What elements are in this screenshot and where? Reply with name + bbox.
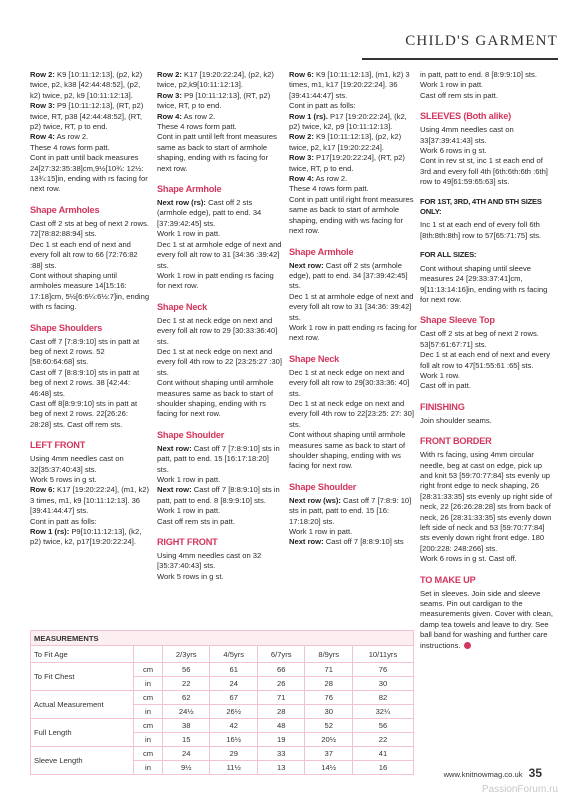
section-heading: Shape Armholes (30, 204, 100, 215)
instruction-text: Cont without shaping until sleeve measures 24 [29:33:37:41]cm, 9[11:13:14:16]in, ending with rs facing for next row. (420, 263, 548, 304)
section-header: CHILD'S GARMENT (405, 33, 558, 49)
instruction-text: K17 [19:20:22:24], (p2, k2) twice, p2,k9[10:11:12:13]. (157, 70, 274, 90)
pattern-paragraph (420, 381, 554, 391)
instruction-text: Cont in patt until right front measures same as back to start of armhole shaping, ending with ws facing for next row. (289, 194, 414, 236)
row-label: Row 4: (157, 111, 182, 121)
table-cell: 14½ (305, 761, 352, 775)
instruction-text: Cast off 2 sts (armhole edge), patt to end. 34 [37:39:42:45] sts. (157, 198, 262, 228)
pattern-paragraph (157, 517, 282, 527)
pattern-paragraph (157, 572, 282, 582)
table-cell: 15 (163, 733, 210, 747)
table-cell: 24 (163, 747, 210, 761)
pattern-paragraph (157, 316, 282, 347)
instruction-text: Cont without shaping until armhole measures same as back to start of shoulder shaping, ending with ws facing for next row. (289, 430, 406, 471)
pattern-paragraph (420, 156, 554, 187)
table-row (31, 719, 414, 733)
pattern-paragraph (289, 537, 419, 547)
pattern-paragraph (157, 112, 282, 122)
section-heading: RIGHT FRONT (157, 537, 218, 548)
instruction-text: Cast off 7 [7:8:9: 10] sts in patt, patt to end. 15 [16: 17:18:20] sts. (289, 495, 412, 526)
table-cell: 71 (257, 691, 304, 705)
pattern-paragraph (289, 70, 419, 101)
table-cell: 16½ (210, 733, 257, 747)
row-label: Row 1 (rs). (289, 111, 328, 121)
table-cell: 41 (352, 747, 413, 761)
pattern-paragraph (289, 399, 419, 430)
section-heading: Shape Armhole (289, 246, 354, 257)
column-2 (157, 70, 282, 582)
pattern-paragraph (289, 174, 419, 184)
section-heading: Shape Sleeve Top (420, 315, 495, 326)
instruction-text: Work 6 rows in g st. Cast off. (420, 554, 517, 564)
pattern-paragraph (157, 347, 282, 378)
size-col: 8/9yrs (305, 646, 352, 663)
row-label: Next row (ws): (289, 495, 341, 505)
table-cell: 29 (210, 747, 257, 761)
size-col: 4/5yrs (210, 646, 257, 663)
instruction-text: These 4 rows form patt. (157, 122, 237, 132)
pattern-paragraph (420, 450, 554, 554)
table-cell: 9½ (163, 761, 210, 775)
pattern-paragraph (289, 430, 419, 472)
table-cell: 28 (305, 677, 352, 691)
instruction-text: Work 1 row. (420, 370, 460, 380)
instruction-text: Cont without shaping until armholes measure 14[15:16: 17:18]cm, 5½[6:6¼:6½:7]in, ending with rs facing. (30, 270, 150, 312)
unit-cell: in (134, 733, 163, 747)
pattern-paragraph (289, 195, 419, 237)
instruction-text: Cast off in patt. (420, 381, 471, 391)
pattern-paragraph (420, 350, 554, 371)
table-cell: 61 (210, 663, 257, 677)
table-cell: 52 (305, 719, 352, 733)
table-cell: 24 (210, 677, 257, 691)
section-heading: FINISHING (420, 401, 465, 412)
instruction-text: As row 2. (313, 174, 348, 184)
table-cell: 56 (352, 719, 413, 733)
column-1 (30, 70, 150, 548)
instruction-text: P9 [10:11:12:13], (RT, p2) twice, RT, p38 [42:44:48:52], (RT, p2) twice, RT, p to end. (30, 101, 144, 132)
instruction-text: Cont in patt until back measures 24[27:32:35:38]cm,9½[10¾: 12½: 13¾:15]in, ending with rs facing for next row. (30, 153, 148, 194)
pattern-paragraph (30, 368, 150, 399)
row-label: Row 2: (157, 70, 182, 79)
instruction-text: As row 2. (54, 132, 89, 142)
section-heading: Shape Shoulder (157, 429, 225, 440)
table-cell: 66 (257, 663, 304, 677)
pattern-paragraph (289, 112, 419, 133)
instruction-text: Cont in rev st st, inc 1 st each end of 3rd and every foll 4th [6th:6th:6th :6th] row to 49[61:59:65:63] sts. (420, 156, 548, 187)
pattern-paragraph (30, 219, 150, 240)
pattern-paragraph (30, 153, 150, 195)
pattern-paragraph (157, 444, 282, 475)
unit-cell: in (134, 677, 163, 691)
section-heading: FRONT BORDER (420, 436, 492, 447)
table-cell: 13 (257, 761, 304, 775)
row-label: Row 4: (30, 132, 55, 142)
pattern-paragraph (289, 496, 419, 527)
pattern-paragraph (30, 454, 150, 475)
size-subheading: FOR 1ST, 3RD, 4TH AND 5TH SIZES ONLY: (420, 196, 542, 217)
instruction-text: As row 2. (181, 111, 216, 121)
instruction-text: Cont in patt as folls: (289, 101, 356, 111)
table-cell: 11½ (210, 761, 257, 775)
size-col: 6/7yrs (257, 646, 304, 663)
table-cell: 82 (352, 691, 413, 705)
section-heading: Shape Shoulders (30, 322, 103, 333)
instruction-text: Using 4mm needles cast on 32[35:37:40:43] sts. (30, 454, 124, 474)
instruction-text: Cont in patt until left front measures same as back to start of armhole shaping, ending with rs facing for next row. (157, 132, 277, 173)
pattern-paragraph (157, 198, 282, 229)
unit-cell: cm (134, 691, 163, 705)
unit-cell: cm (134, 719, 163, 733)
instruction-text: Work 1 row in patt ending rs facing for next row. (289, 322, 417, 343)
row-label: Row 3: (289, 153, 314, 163)
instruction-text: Dec 1 st at each end of next and every foll alt row to 47[51:55:61 :65] sts. (420, 350, 551, 370)
pattern-paragraph (157, 240, 282, 271)
table-cell: 76 (352, 663, 413, 677)
pattern-paragraph (30, 399, 150, 430)
pattern-paragraph (289, 261, 419, 292)
instruction-text: Using 4mm needles cast on 32 [35:37:40:43] sts. (157, 551, 262, 571)
instruction-text: Cast off 7 [8:8:9:10] sts in patt at beg of next 2 rows. 38 [42:44: 46:48] sts. (30, 367, 140, 398)
section-heading: Shape Armhole (157, 184, 222, 195)
instruction-text: Cont in patt as folls: (30, 516, 97, 526)
instruction-text: Dec 1 st at neck edge on next and every foll 4th row to 22 [23:25:27 :30] sts. (157, 346, 282, 377)
instruction-text: Work 1 row in patt ending rs facing for next row. (157, 270, 274, 291)
table-cell: 62 (163, 691, 210, 705)
pattern-paragraph (420, 416, 554, 426)
instruction-text: P9[10:11:12:13], (k2, p2) twice, k2, p17[19:20:22:24]. (30, 527, 142, 547)
pattern-paragraph (157, 91, 282, 112)
table-title: MEASUREMENTS (31, 631, 414, 646)
instruction-text: Dec 1 st at neck edge on next and every foll 4th row to 22[23:25: 27: 30] sts. (289, 398, 414, 429)
instruction-text: Cast off 8[8:9:9:10] sts in patt at beg of next 2 rows. 22[26:26: 28:28] sts. Cast off rem sts. (30, 398, 138, 429)
instruction-text: K9 [10:11:12:13], (p2, k2) twice, p2, k38 [42:44:48:52], (p2, k2) twice, p2, k9 [10:11:12:13]. (30, 70, 143, 100)
row-label: Next row: (289, 260, 324, 270)
table-cell: 33 (257, 747, 304, 761)
instruction-text: Dec 1 st at neck edge on next and every foll alt row to 29 [30:33:36:40] sts. (157, 315, 278, 346)
end-marker-icon (464, 642, 471, 649)
table-cell: 32¼ (352, 705, 413, 719)
row-label: Row 1 (rs): (30, 527, 70, 537)
table-cell: 76 (305, 691, 352, 705)
page-number: 35 (528, 766, 542, 780)
row-label: Next row: (289, 537, 324, 547)
instruction-text: Set in sleeves. Join side and sleeve seams. Pin out cardigan to the measurements given. Cover with clean, damp tea towels and leave to dry. See ball band for washing and further care instructions. (420, 588, 553, 650)
pattern-paragraph (157, 378, 282, 420)
row-label: Row 6: (289, 70, 314, 79)
pattern-paragraph (30, 240, 150, 271)
table-cell: 20½ (305, 733, 352, 747)
unit-cell: cm (134, 747, 163, 761)
measurement-label: Actual Measurement (31, 691, 134, 719)
instruction-text: Cast off rem sts in patt. (420, 90, 498, 100)
pattern-paragraph (30, 475, 150, 485)
pattern-paragraph (420, 589, 554, 651)
row-label: Row 4: (289, 174, 314, 184)
pattern-paragraph (289, 323, 419, 344)
watermark: PassionForum.ru (481, 784, 558, 795)
pattern-paragraph (420, 264, 554, 306)
section-heading: Shape Neck (289, 353, 340, 364)
pattern-paragraph (289, 368, 419, 399)
section-heading: LEFT FRONT (30, 440, 86, 451)
pattern-paragraph (420, 371, 554, 381)
instruction-text: Dec 1 st at armhole edge of next and every foll alt row to 31 [34:36 :39:42] sts. (157, 239, 282, 270)
instruction-text: Work 6 rows in g st. (420, 146, 487, 156)
pattern-paragraph (30, 143, 150, 153)
fit-age-label: To Fit Age (31, 646, 134, 663)
pattern-paragraph (157, 551, 282, 572)
pattern-paragraph (30, 70, 150, 101)
row-label: Row 6: (30, 485, 55, 495)
instruction-text: Cast off 7 [8:8:9:10] sts in patt, patt to end. 8 [8:9:9:10] sts. Work 1 row in patt. (157, 485, 280, 516)
instruction-text: With rs facing, using 4mm circular needle, beg at cast on edge, pick up and knit 53 [59:70:77:84] sts evenly up right front edge to neck shaping, 26 [28:31:33:35] sts evenly up right side of neck, 22 [26:26:28:28] sts from back of neck, 26 [28:31:33:35] sts evenly down left side of neck and 53 [59:70:77:84] sts evenly down right front edge. 180 [200:228: 248:266] sts. (420, 450, 553, 553)
instruction-text: P17 [19:20:22:24], (k2, p2) twice, k2, p9 [10:11:12:13]. (289, 111, 407, 132)
measurements-table (30, 630, 414, 775)
table-cell: 22 (352, 733, 413, 747)
instruction-text: Cont without shaping until armhole measures same as back to start of shoulder shaping, ending with rs facing for next row. (157, 378, 274, 419)
instruction-text: Work 1 row in patt. (157, 475, 221, 484)
size-col: 10/11yrs (352, 646, 413, 663)
table-cell: 37 (305, 747, 352, 761)
instruction-text: K9 [10:11:12:13], (m1, k2) 3 times, m1, k17 [19:20:22:24]. 36 [39:41:44:47] sts. (289, 70, 410, 100)
unit-cell: cm (134, 663, 163, 677)
table-cell: 30 (352, 677, 413, 691)
instruction-text: Cast off 2 sts at beg of next 2 rows. 53[57:61:67:71] sts. (420, 329, 539, 349)
instruction-text: Work 5 rows in g st. (30, 475, 97, 484)
table-cell: 38 (163, 719, 210, 733)
instruction-text: Work 1 row in patt. (289, 527, 353, 537)
pattern-paragraph (157, 122, 282, 132)
section-heading: Shape Neck (157, 301, 208, 312)
instruction-text: Cast off 2 sts (armhole edge), patt to end. 34 [37:39:42:45] sts. (289, 260, 408, 291)
pattern-paragraph (30, 101, 150, 132)
pattern-paragraph (420, 146, 554, 156)
instruction-text: Dec 1 st at neck edge on next and every foll alt row to 29[30:33:36: 40] sts. (289, 367, 410, 398)
instruction-text: Using 4mm needles cast on 33[37:39:41:43] sts. (420, 125, 514, 145)
instruction-text: Dec 1 st at armhole edge of next and every foll alt row to 31 [34:36: 39:42] sts. (289, 291, 414, 322)
instruction-text: These 4 rows form patt. (289, 184, 369, 194)
row-label: Row 2: (30, 70, 55, 79)
measurement-label: To Fit Chest (31, 663, 134, 691)
pattern-paragraph (420, 554, 554, 564)
pattern-paragraph (289, 101, 419, 111)
table-cell: 48 (257, 719, 304, 733)
pattern-paragraph (420, 220, 554, 241)
instruction-text: Cast off rem sts in patt. (157, 516, 235, 526)
magazine-url: www.knitnowmag.co.uk (443, 770, 523, 779)
pattern-paragraph (157, 229, 282, 239)
pattern-paragraph (420, 70, 554, 91)
table-cell: 28 (257, 705, 304, 719)
pattern-paragraph (30, 517, 150, 527)
table-cell: 16 (352, 761, 413, 775)
instruction-text: in patt, patt to end. 8 [8:9:9:10] sts. Work 1 row in patt. (420, 70, 537, 90)
table-row (31, 663, 414, 677)
pattern-paragraph (420, 91, 554, 101)
pattern-paragraph (420, 329, 554, 350)
instruction-text: K17 [19:20:22:24], (m1, k2) 3 times, m1, k9 [10:11:12:13]. 36 [39:41:44:47] sts. (30, 485, 150, 516)
instruction-text: K9 [10:11:12:13], (p2, k2) twice, p2, k17 [19:20:22:24]. (289, 132, 402, 152)
table-cell: 67 (210, 691, 257, 705)
table-cell: 56 (163, 663, 210, 677)
size-subheading: FOR ALL SIZES: (420, 250, 477, 260)
table-cell: 26 (257, 677, 304, 691)
pattern-paragraph (157, 132, 282, 174)
pattern-paragraph (157, 475, 282, 485)
measurement-label: Full Length (31, 719, 134, 747)
row-label: Next row: (157, 485, 192, 495)
unit-cell: in (134, 705, 163, 719)
header-rule (362, 58, 558, 60)
instruction-text: Cast off 7 [8:8:9:10] sts (323, 537, 404, 547)
measurement-label: Sleeve Length (31, 747, 134, 775)
table-cell: 26½ (210, 705, 257, 719)
table-row (31, 747, 414, 761)
instruction-text: Work 1 row in patt. (157, 229, 221, 239)
table-cell: 24½ (163, 705, 210, 719)
pattern-paragraph (30, 337, 150, 368)
pattern-paragraph (30, 132, 150, 142)
pattern-paragraph (30, 271, 150, 313)
instruction-text: Cast off 7 [7:8:9:10] sts in patt, patt to end. 15 [16:17:18:20] sts. (157, 443, 280, 474)
pattern-paragraph (289, 153, 419, 174)
instruction-text: Cast off 7 [7:8:9:10] sts in patt at beg of next 2 rows. 52 [58:60:64:68] sts. (30, 336, 140, 367)
table-row (31, 691, 414, 705)
instruction-text: Work 5 rows in g st. (157, 571, 224, 581)
instruction-text: Join shoulder seams. (420, 415, 492, 425)
pattern-paragraph (157, 485, 282, 516)
instruction-text: Dec 1 st each end of next and every foll alt row to 66 [72:76:82 :88] sts. (30, 239, 138, 270)
instruction-text: Cast off 2 sts at beg of next 2 rows. 72[78:82:88:94] sts. (30, 218, 149, 239)
table-cell: 22 (163, 677, 210, 691)
section-heading: TO MAKE UP (420, 574, 476, 585)
column-4 (420, 70, 554, 651)
unit-cell: in (134, 761, 163, 775)
pattern-paragraph (289, 527, 419, 537)
table-cell: 42 (210, 719, 257, 733)
pattern-paragraph (289, 292, 419, 323)
size-col: 2/3yrs (163, 646, 210, 663)
table-cell: 30 (305, 705, 352, 719)
section-heading: Shape Shoulder (289, 481, 357, 492)
page-footer (444, 766, 542, 780)
instruction-text: These 4 rows form patt. (30, 142, 110, 152)
row-label: Row 2: (289, 132, 314, 142)
instruction-text: P17[19:20:22:24], (RT, p2) twice, RT, p to end. (289, 153, 405, 173)
pattern-paragraph (30, 527, 150, 548)
row-label: Row 3: (157, 90, 182, 100)
table-cell: 19 (257, 733, 304, 747)
pattern-paragraph (289, 184, 419, 194)
instruction-text: Inc 1 st at each end of every foll 6th [8th:8th:8th] row to 57[65:71:75] sts. (420, 220, 542, 240)
row-label: Next row (rs): (157, 198, 206, 208)
pattern-paragraph (157, 70, 282, 91)
section-heading: SLEEVES (Both alike) (420, 111, 511, 122)
pattern-paragraph (157, 271, 282, 292)
pattern-paragraph (420, 125, 554, 146)
row-label: Row 3: (30, 101, 55, 111)
pattern-paragraph (289, 132, 419, 153)
table-cell: 71 (305, 663, 352, 677)
row-label: Next row: (157, 443, 192, 453)
instruction-text: P9 [10:11:12:13], (RT, p2) twice, RT, p to end. (157, 90, 271, 111)
pattern-paragraph (30, 485, 150, 516)
column-3 (289, 70, 419, 548)
